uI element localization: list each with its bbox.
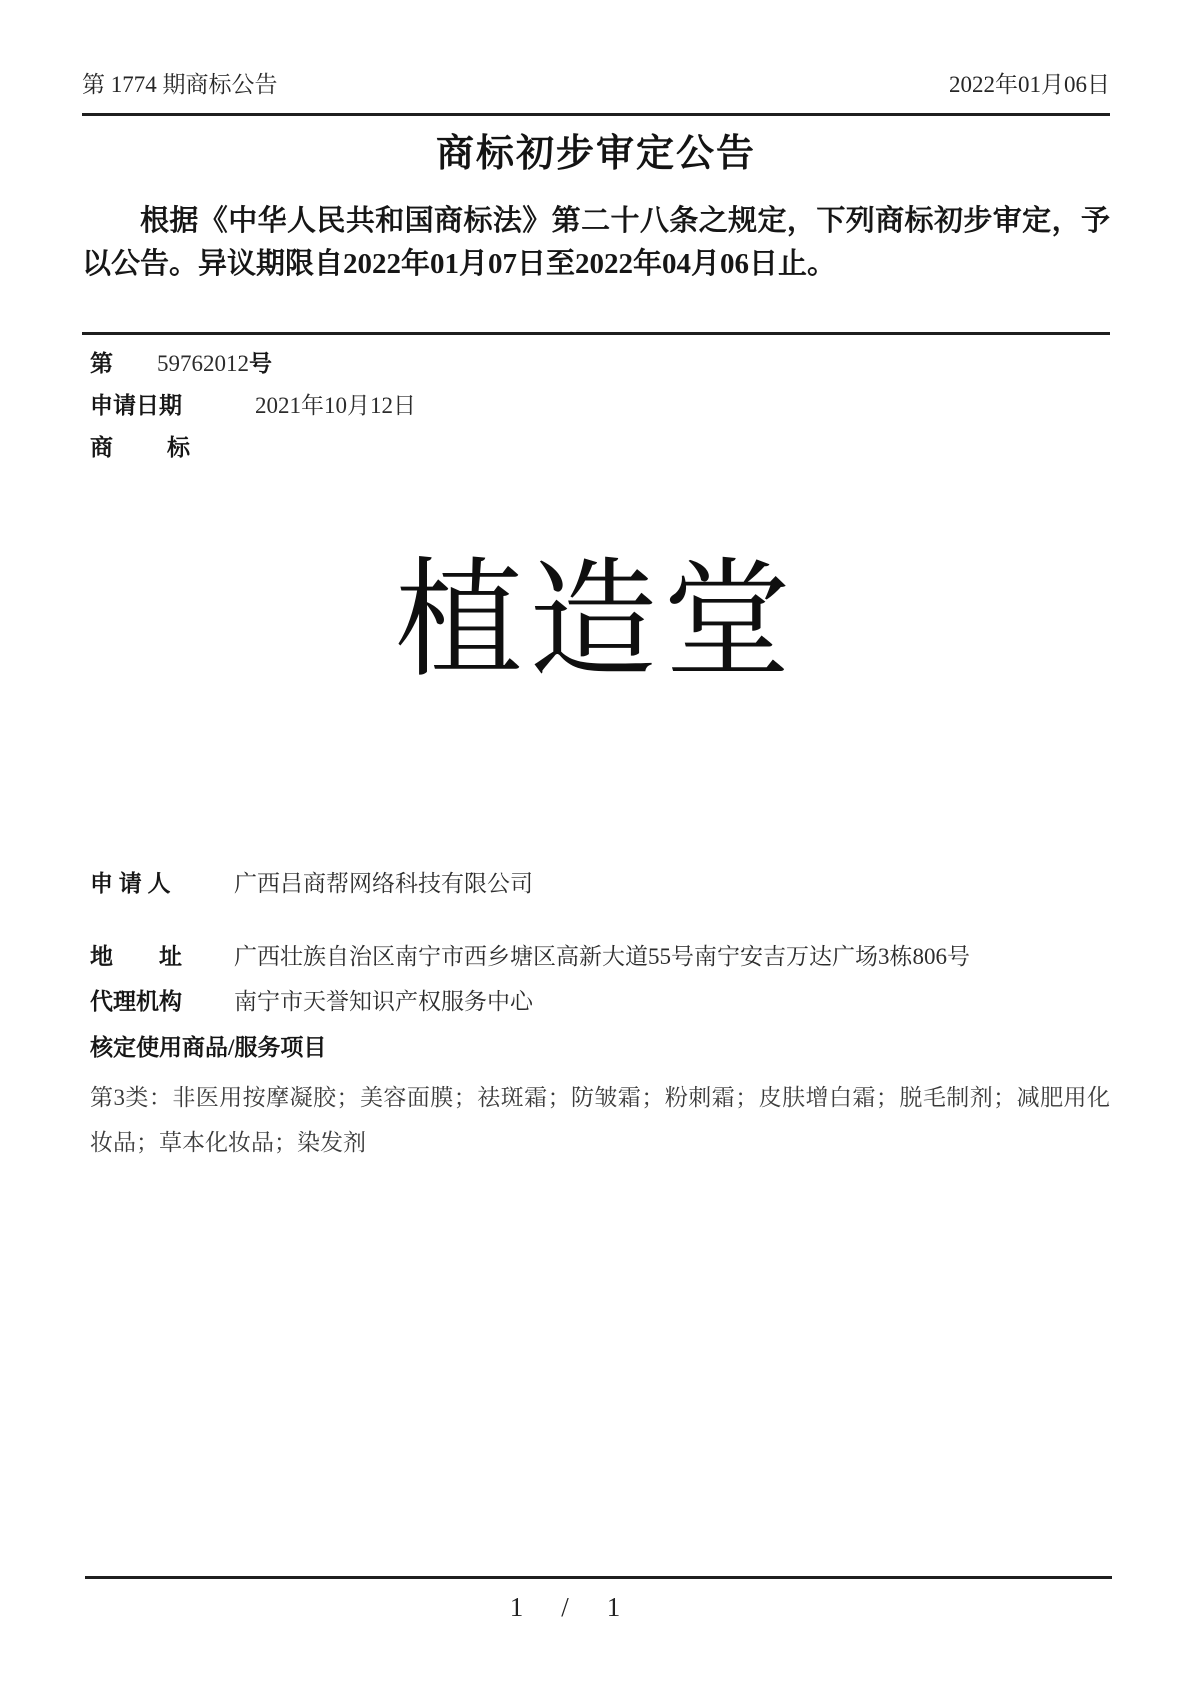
agent-name: 南宁市天誉知识产权服务中心 [234, 989, 533, 1014]
page-number-separator: / [561, 1592, 569, 1622]
page-number-indicator [0, 1590, 1190, 1624]
current-page-number: 1 [509, 1592, 524, 1622]
goods-list: 第3类：非医用按摩凝胶；美容面膜；祛斑霜；防皱霜；粉刺霜；皮肤增白霜；脱毛制剂；减肥用化妆品；草本化妆品；染发剂 [90, 1085, 1110, 1155]
trademark-number: 59762012 [157, 351, 249, 376]
trademark-record [82, 349, 1110, 462]
total-page-number: 1 [606, 1592, 621, 1622]
applicant-label: 申 请 人 [90, 871, 171, 896]
gazette-issue-label: 第 1774 期商标公告 [82, 72, 278, 97]
applicant-name: 广西吕商帮网络科技有限公司 [234, 871, 533, 896]
trademark-image-text: 植造堂 [394, 550, 797, 692]
number-suffix-label: 号 [249, 351, 272, 376]
agent-label: 代理机构 [90, 989, 182, 1014]
intro-paragraph: 根据《中华人民共和国商标法》第二十八条之规定，下列商标初步审定，予以公告。异议期限自2022年01月07日至2022年04月06日止。 [82, 205, 1110, 280]
agent-row [82, 987, 1110, 1016]
address-row [82, 942, 1110, 971]
application-date-value: 2021年10月12日 [255, 393, 416, 418]
application-date-row [82, 391, 1110, 420]
mark-label-row [82, 433, 1110, 462]
trademark-number-row [82, 349, 1110, 378]
applicant-row [82, 869, 1110, 898]
gazette-date: 2022年01月06日 [949, 72, 1110, 97]
application-date-label: 申请日期 [90, 393, 182, 418]
header-rule [82, 113, 1110, 116]
goods-section-header: 核定使用商品/服务项目 [90, 1035, 327, 1060]
footer-rule [85, 1576, 1112, 1579]
section-rule [82, 332, 1110, 335]
address-value: 广西壮族自治区南宁市西乡塘区高新大道55号南宁安吉万达广场3栋806号 [234, 944, 970, 969]
number-prefix-label: 第 [90, 351, 113, 376]
address-label: 地 址 [90, 944, 182, 969]
page-header [82, 70, 1110, 100]
announcement-title: 商标初步审定公告 [435, 133, 756, 175]
mark-label-second-char: 标 [167, 435, 190, 460]
page-number-group [491, 1590, 640, 1624]
mark-label-first-char: 商 [90, 435, 113, 460]
